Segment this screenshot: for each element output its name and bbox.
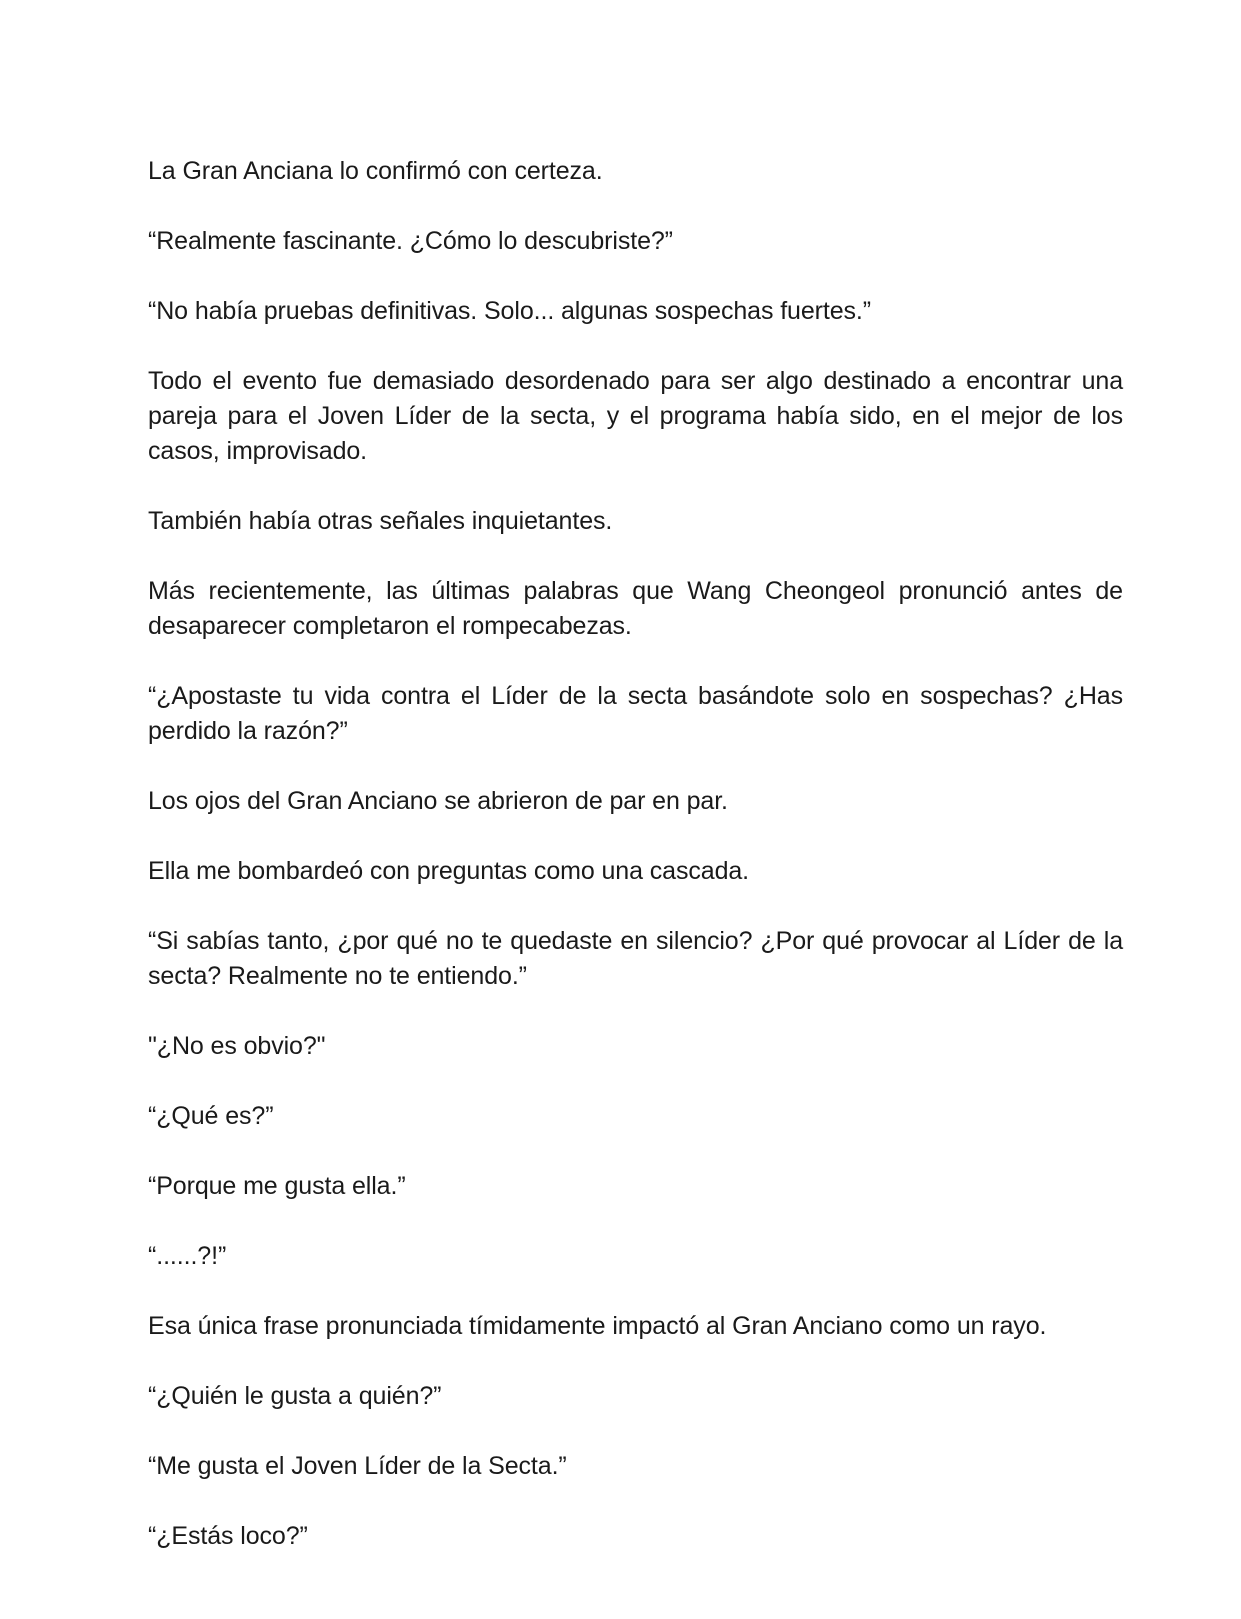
- paragraph: También había otras señales inquietantes.: [148, 507, 613, 535]
- paragraph: “¿Qué es?”: [148, 1102, 274, 1130]
- paragraph: “Me gusta el Joven Líder de la Secta.”: [148, 1452, 567, 1480]
- paragraph: “Realmente fascinante. ¿Cómo lo descubriste?”: [148, 227, 673, 255]
- paragraph: La Gran Anciana lo confirmó con certeza.: [148, 157, 603, 185]
- paragraph: "¿No es obvio?": [148, 1032, 326, 1060]
- paragraph: Más recientemente, las últimas palabras que Wang Cheongeol pronunció antes de desaparecer completaron el rompecabezas.: [148, 577, 1123, 640]
- paragraph: “......?!”: [148, 1242, 227, 1270]
- paragraph: “¿Quién le gusta a quién?”: [148, 1382, 442, 1410]
- paragraph: “No había pruebas definitivas. Solo... algunas sospechas fuertes.”: [148, 297, 871, 325]
- paragraph: Esa única frase pronunciada tímidamente impactó al Gran Anciano como un rayo.: [148, 1312, 1047, 1340]
- paragraph: “Porque me gusta ella.”: [148, 1172, 406, 1200]
- paragraph: Ella me bombardeó con preguntas como una cascada.: [148, 857, 750, 885]
- paragraph: “Si sabías tanto, ¿por qué no te quedaste en silencio? ¿Por qué provocar al Líder de la secta? Realmente no te entiendo.”: [148, 927, 1123, 990]
- paragraph: Todo el evento fue demasiado desordenado para ser algo destinado a encontrar una pareja para el Joven Líder de la secta, y el programa había sido, en el mejor de los casos, improvisado.: [148, 367, 1123, 465]
- paragraph: “¿Estás loco?”: [148, 1522, 308, 1550]
- paragraph: Los ojos del Gran Anciano se abrieron de par en par.: [148, 787, 728, 815]
- paragraph: “¿Apostaste tu vida contra el Líder de la secta basándote solo en sospechas? ¿Has perdido la razón?”: [148, 682, 1123, 745]
